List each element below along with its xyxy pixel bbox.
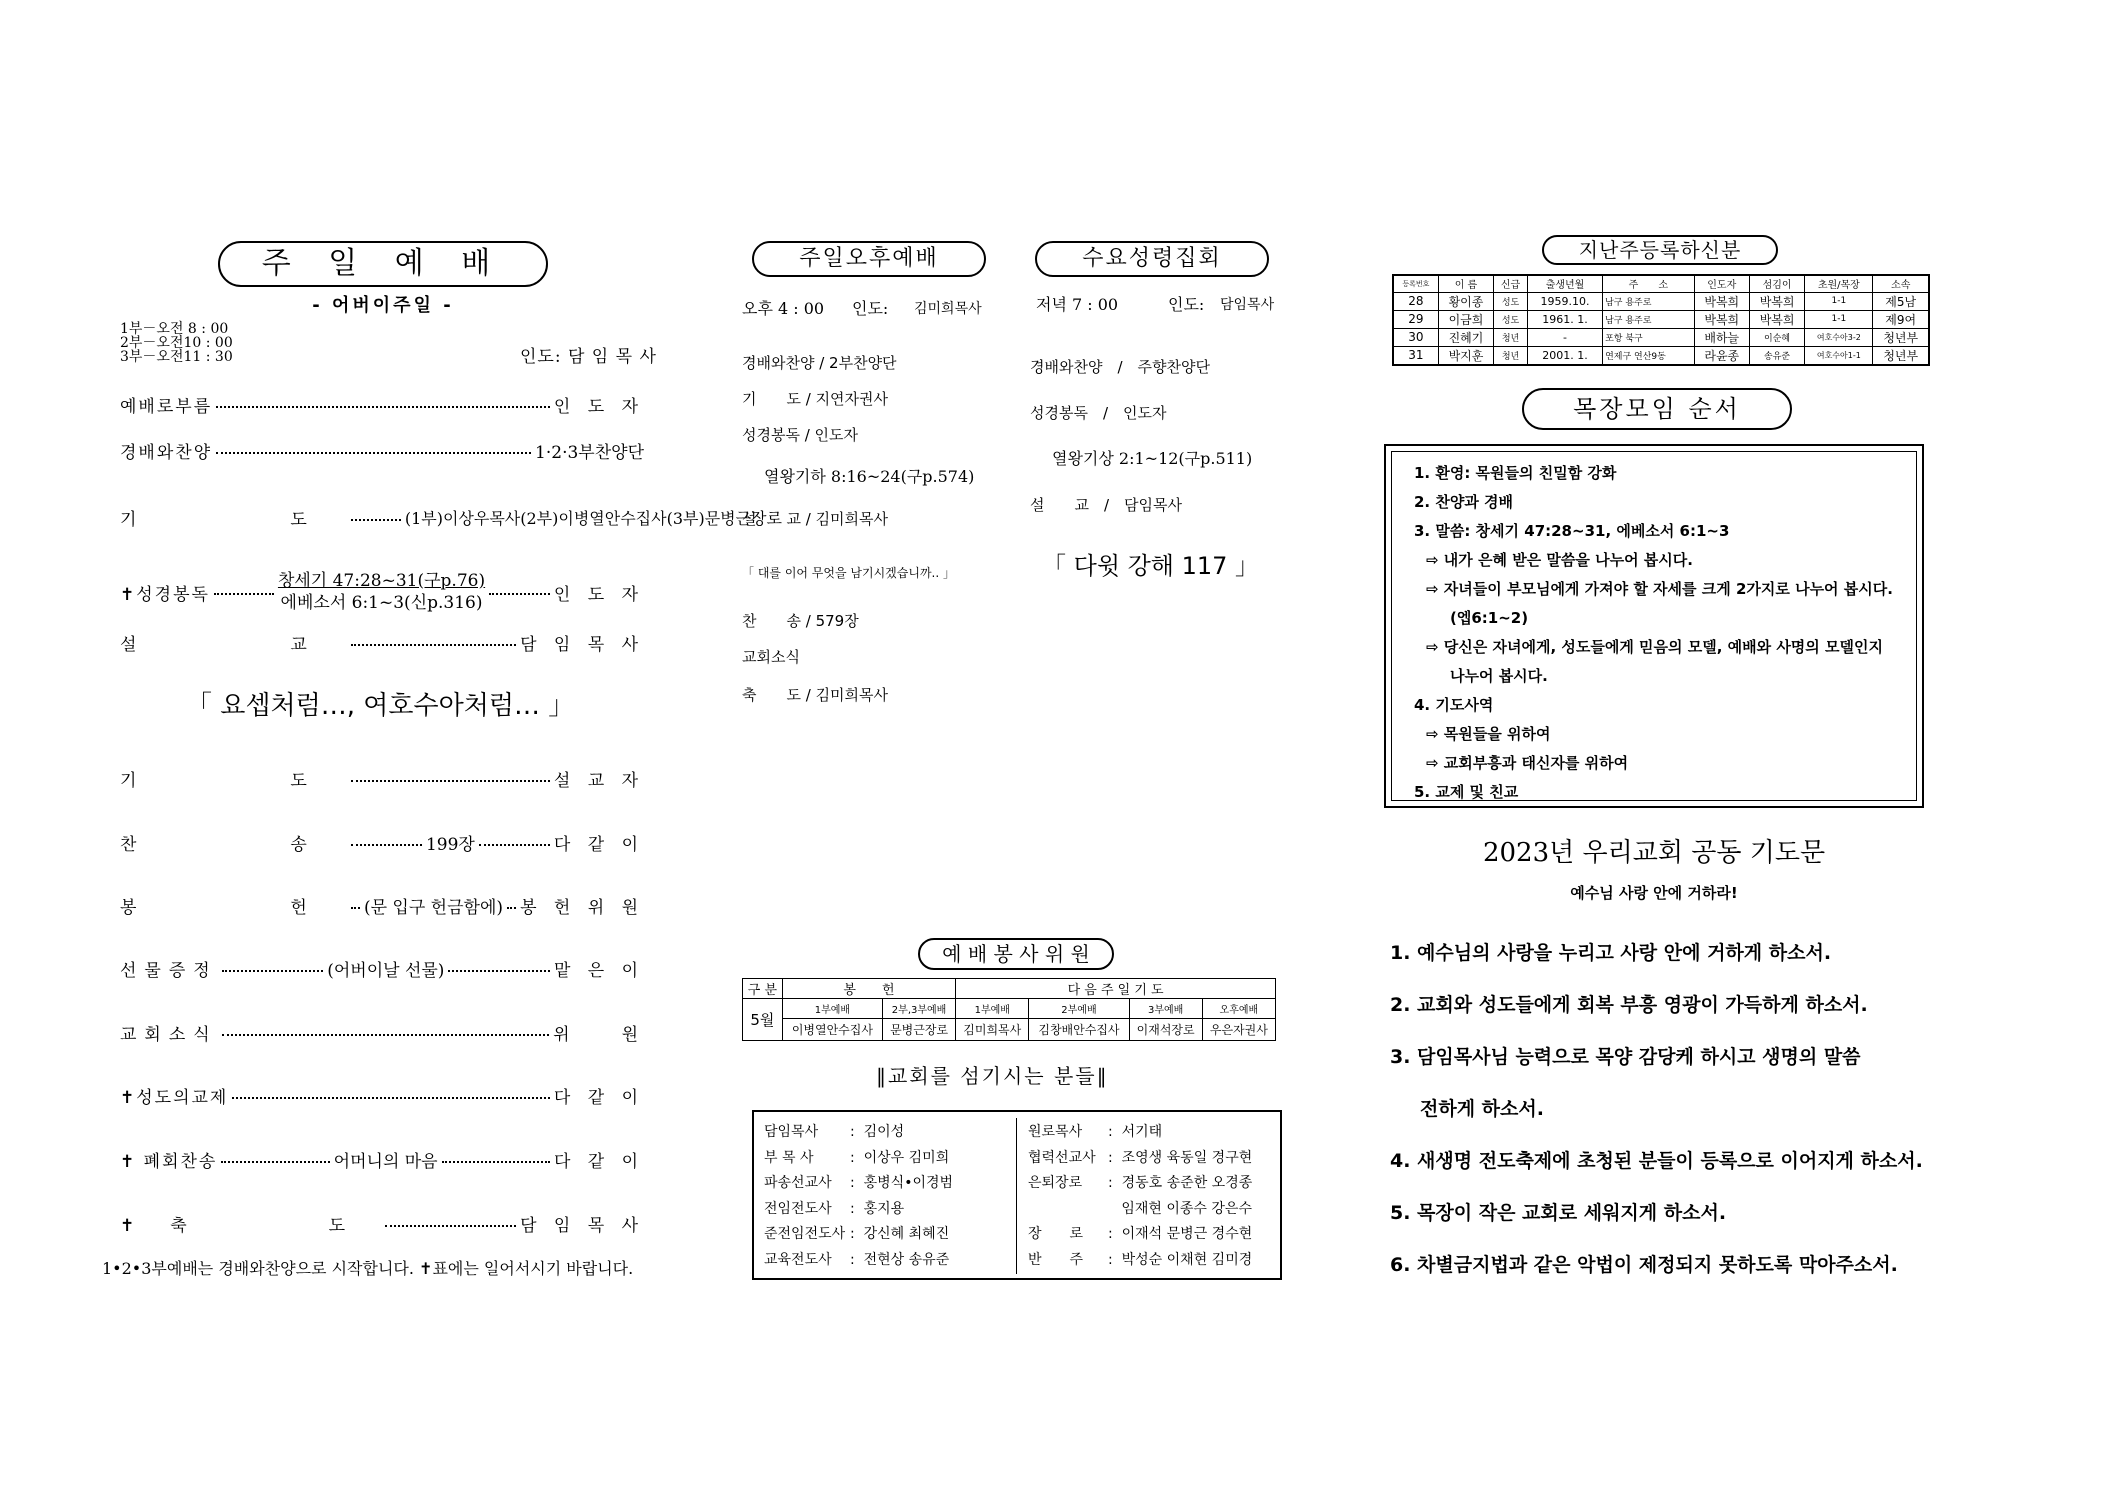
col-header: 인도자 [1694, 275, 1749, 292]
service-time-1: 1부－오전 8 : 00 [120, 321, 229, 337]
order-item-sermon [120, 630, 644, 655]
order-responsible: 설 교 자 [553, 771, 644, 791]
wednesday-time: 저녁 7 : 00 [1036, 295, 1119, 314]
dotted-leader [216, 406, 550, 408]
prayer-item: 3. 담임목사님 능력으로 목양 감당케 하시고 생명의 말씀 [1390, 1046, 1861, 1068]
staff-divider [1016, 1118, 1017, 1274]
order-responsible: 봉 헌 위 원 [520, 898, 645, 918]
order-item-call-to-worship [120, 392, 644, 417]
col-header: 신급 [1494, 275, 1528, 292]
wednesday-line-1: 경배와찬양 / 주향찬양단 [1030, 358, 1210, 376]
service-leader: 인도: 담 임 목 사 [520, 347, 657, 367]
col-header: 출생년월 [1527, 275, 1602, 292]
cell-line: 4. 기도사역 [1414, 696, 1494, 714]
staff-title: ‖교회를 섬기시는 분들‖ [876, 1064, 1109, 1088]
staff-left-list [764, 1120, 953, 1273]
order-item-offering [120, 893, 644, 918]
cell-line: 2. 찬양과 경배 [1414, 493, 1514, 511]
sermon-title: 「 요셉처럼…, 여호수아처럼… 」 [186, 691, 575, 721]
service-time-3: 3부－오전11 : 30 [120, 349, 233, 365]
sub-header: 오후예배 [1202, 999, 1275, 1019]
wednesday-leader-label: 인도: [1168, 295, 1205, 314]
order-item-news [120, 1020, 644, 1045]
prayer-item: 4. 새생명 전도축제에 초청된 분들이 등록으로 이어지게 하소서. [1390, 1150, 1923, 1172]
prayer-item: 1. 예수님의 사랑을 누리고 사랑 안에 거하게 하소서. [1390, 942, 1832, 964]
order-label: ✝성경봉독 [120, 584, 210, 605]
prayer-item: 전하게 하소서. [1420, 1098, 1544, 1120]
dotted-leader [479, 844, 550, 846]
afternoon-leader: 김미희목사 [914, 301, 982, 317]
afternoon-line-8: 교회소식 [742, 648, 800, 666]
dotted-leader [385, 1225, 516, 1227]
order-mid: (문 입구 헌금함에) [363, 898, 503, 918]
staff-row: 임재현 이종수 강은수 [1121, 1200, 1252, 1217]
order-label: 교회소식 [120, 1025, 218, 1045]
newcomers-table [1392, 274, 1930, 366]
header-next-prayer: 다 음 주 일 기 도 [956, 979, 1276, 999]
dotted-leader [351, 907, 360, 909]
staff-row: 원로목사 : 서기태 [1028, 1124, 1163, 1140]
order-responsible: 1·2·3부찬양단 [535, 443, 644, 463]
table-row: 29 이금희 성도 1961. 1. 남구 용주로 박복희 박복희 1-1 제9여 [1393, 310, 1929, 328]
order-item-prayer-2 [120, 766, 644, 791]
dotted-leader [351, 519, 401, 521]
committee-value: 이재석장로 [1129, 1019, 1202, 1041]
order-item-closing-hymn [120, 1147, 644, 1172]
cell-line: 5. 교제 및 친교 [1414, 783, 1519, 801]
order-item-praise [120, 438, 644, 463]
service-committee-title: 예 배 봉 사 위 원 [918, 938, 1114, 970]
committee-value: 김창배안수집사 [1029, 1019, 1129, 1041]
sub-header: 3부예배 [1129, 999, 1202, 1019]
staff-box [752, 1110, 1282, 1280]
dotted-leader [214, 593, 274, 595]
afternoon-line-9: 축 도 / 김미희목사 [742, 686, 889, 704]
order-item-scripture [120, 570, 644, 614]
service-times [120, 322, 233, 364]
cell-meeting-box [1384, 444, 1924, 808]
afternoon-leader-label: 인도: [852, 299, 889, 318]
order-label: ✝축 도 [120, 1216, 382, 1236]
dotted-leader [507, 907, 516, 909]
afternoon-time: 오후 4 : 00 [742, 299, 825, 318]
staff-row: 전임전도사 : 홍지용 [764, 1200, 905, 1217]
scripture-ref-2: 에베소서 6:1~3(신p.316) [280, 593, 483, 613]
cell-line: ⇨ 교회부흥과 태신자를 위하여 [1426, 754, 1629, 772]
table-row: 31 박지훈 청년 2001. 1. 연제구 연산9동 라윤종 송유준 여호수아1-1 청년부 [1393, 346, 1929, 365]
cell-line: 1. 환영: 목원들의 친밀함 강화 [1414, 464, 1617, 482]
dotted-leader [222, 1034, 549, 1036]
dotted-leader [221, 1161, 329, 1163]
wednesday-leader: 담임목사 [1220, 297, 1275, 313]
cell-line: ⇨ 자녀들이 부모님에게 가져야 할 자세를 크게 2가지로 나누어 봅시다. [1426, 580, 1893, 598]
header-offering: 봉 헌 [782, 979, 955, 999]
sub-header: 1부예배 [782, 999, 882, 1019]
scripture-ref-1: 창세기 47:28~31(구p.76) [277, 571, 486, 591]
order-responsible: 다 같 이 [553, 835, 644, 855]
staff-row: 장 로 : 이재석 문병근 경수현 [1028, 1226, 1253, 1242]
dotted-leader [351, 844, 422, 846]
cell-line: ⇨ 목원들을 위하여 [1426, 725, 1551, 743]
order-label: 경배와찬양 [120, 443, 213, 463]
wednesday-service-title: 수요성령집회 [1035, 241, 1269, 277]
cell-line: (엡6:1~2) [1450, 609, 1529, 627]
cell-line: 3. 말씀: 창세기 47:28~31, 에베소서 6:1~3 [1414, 522, 1730, 540]
order-label: 찬 송 [120, 835, 347, 855]
wednesday-line-3: 열왕기상 2:1~12(구p.511) [1052, 449, 1253, 468]
order-label: 예배로부름 [120, 397, 213, 417]
staff-row: 부 목 사 : 이상우 김미희 [764, 1149, 950, 1166]
dotted-leader [222, 970, 324, 972]
order-responsible: 인 도 자 [553, 397, 644, 417]
cell-line: ⇨ 당신은 자녀에게, 성도들에게 믿음의 모델, 예배와 사명의 모델인지 [1426, 638, 1883, 656]
cell-line: ⇨ 내가 은혜 받은 말씀을 나누어 봅시다. [1426, 551, 1693, 569]
order-label: 설 교 [120, 635, 347, 655]
order-item-prayer [120, 505, 782, 530]
order-responsible: 맡 은 이 [553, 961, 645, 981]
order-label: 기 도 [120, 510, 347, 530]
dotted-leader [489, 593, 550, 595]
dotted-leader [351, 644, 516, 646]
dotted-leader [442, 1161, 550, 1163]
main-service-title: 주 일 예 배 [218, 241, 548, 287]
afternoon-sermon-title: 「 대를 이어 무엇을 남기시겠습니까.. 」 [742, 566, 955, 580]
order-item-hymn [120, 830, 644, 855]
col-header: 주 소 [1603, 275, 1695, 292]
newcomers-title: 지난주등록하신분 [1542, 235, 1778, 265]
afternoon-line-2: 기 도 / 지연자권사 [742, 390, 889, 408]
staff-row: 교육전도사 : 전현상 송유준 [764, 1251, 950, 1268]
staff-row: 파송선교사 : 홍병식•이경범 [764, 1175, 954, 1191]
prayer-item: 2. 교회와 성도들에게 회복 부흥 영광이 가득하게 하소서. [1390, 994, 1868, 1016]
col-header: 등록번호 [1393, 275, 1438, 292]
prayer-subtitle: 예수님 사랑 안에 거하라! [1570, 884, 1738, 902]
col-header: 초원/목장 [1805, 275, 1873, 292]
order-mid: (1부)이상우목사(2부)이병열안수집사(3부)문병근장로 [404, 509, 782, 528]
table-row: 28 황이종 성도 1959.10. 남구 용주로 박복희 박복희 1-1 제5남 [1393, 292, 1929, 310]
order-item-benediction [120, 1211, 644, 1236]
main-service-subtitle: - 어버이주일 - [312, 295, 454, 316]
afternoon-line-5: 설 교 / 김미희목사 [742, 510, 889, 528]
order-mid: 199장 [425, 835, 475, 855]
staff-row: 은퇴장로 : 경동호 송준한 오경종 [1028, 1175, 1253, 1191]
staff-row: 준전임전도사 : 강신혜 최혜진 [764, 1226, 950, 1242]
wednesday-line-4: 설 교 / 담임목사 [1030, 496, 1182, 514]
order-responsible: 담 임 목 사 [520, 635, 644, 655]
staff-right-list [1028, 1120, 1252, 1273]
footnote: 1•2•3부예배는 경배와찬양으로 시작합니다. ✝표에는 일어서시기 바랍니다. [102, 1259, 634, 1278]
afternoon-service-title: 주일오후예배 [752, 241, 986, 277]
service-committee-table [742, 978, 1276, 1041]
staff-row: 협력선교사 : 조영생 육동일 경구현 [1028, 1149, 1253, 1166]
table-row: 30 진혜기 청년 - 포항 북구 배하늘 이순혜 여호수아3-2 청년부 [1393, 328, 1929, 346]
dotted-leader [216, 452, 531, 454]
order-responsible: 다 같 이 [553, 1088, 644, 1108]
prayer-title: 2023년 우리교회 공동 기도문 [1482, 838, 1826, 868]
order-responsible: 담 임 목 사 [520, 1216, 644, 1236]
committee-value: 문병근장로 [882, 1019, 955, 1041]
month-cell: 5월 [743, 999, 783, 1041]
order-item-gift [120, 956, 644, 981]
dotted-leader [232, 1097, 550, 1099]
dotted-leader [351, 780, 550, 782]
order-label: 기 도 [120, 771, 347, 791]
order-responsible: 다 같 이 [553, 1152, 645, 1172]
order-label: 봉 헌 [120, 898, 347, 918]
wednesday-sermon: 「 다윗 강해 117 」 [1042, 552, 1260, 580]
afternoon-line-1: 경배와찬양 / 2부찬양단 [742, 354, 897, 372]
cell-line: 나누어 봅시다. [1450, 667, 1548, 685]
order-label: 선물증정 [120, 961, 218, 981]
afternoon-line-3: 성경봉독 / 인도자 [742, 426, 859, 444]
prayer-item: 6. 차별금지법과 같은 악법이 제정되지 못하도록 막아주소서. [1390, 1254, 1898, 1276]
dotted-leader [448, 970, 550, 972]
afternoon-line-4: 열왕기하 8:16~24(구p.574) [764, 467, 975, 486]
order-mid: (어버이날 선물) [327, 961, 445, 981]
wednesday-line-2: 성경봉독 / 인도자 [1030, 404, 1167, 422]
afternoon-line-7: 찬 송 / 579장 [742, 612, 859, 630]
sub-header: 2부,3부예배 [882, 999, 955, 1019]
prayer-item: 5. 목장이 작은 교회로 세워지게 하소서. [1390, 1202, 1727, 1224]
sub-header: 2부예배 [1029, 999, 1129, 1019]
committee-value: 이병열안수집사 [782, 1019, 882, 1041]
order-responsible: 위 원 [553, 1025, 644, 1045]
order-mid: 어머니의 마음 [333, 1152, 438, 1172]
order-label: ✝성도의교제 [120, 1088, 229, 1108]
cell-meeting-title: 목장모임 순서 [1522, 388, 1792, 430]
col-header: 소속 [1873, 275, 1929, 292]
cell-meeting-inner [1391, 451, 1917, 801]
order-responsible: 인 도 자 [553, 584, 644, 605]
committee-value: 우은자권사 [1202, 1019, 1275, 1041]
staff-row: 담임목사 : 김이성 [764, 1124, 905, 1140]
scripture-refs [278, 570, 485, 614]
order-label: ✝ 폐회찬송 [120, 1152, 218, 1172]
service-time-2: 2부－오전10 : 00 [120, 335, 233, 351]
header-gubun: 구 분 [743, 979, 783, 999]
col-header: 섬김이 [1749, 275, 1804, 292]
col-header: 이 름 [1438, 275, 1493, 292]
sub-header: 1부예배 [956, 999, 1029, 1019]
staff-row: 반 주 : 박성순 이채현 김미경 [1028, 1251, 1253, 1268]
order-item-fellowship [120, 1083, 644, 1108]
committee-value: 김미희목사 [956, 1019, 1029, 1041]
